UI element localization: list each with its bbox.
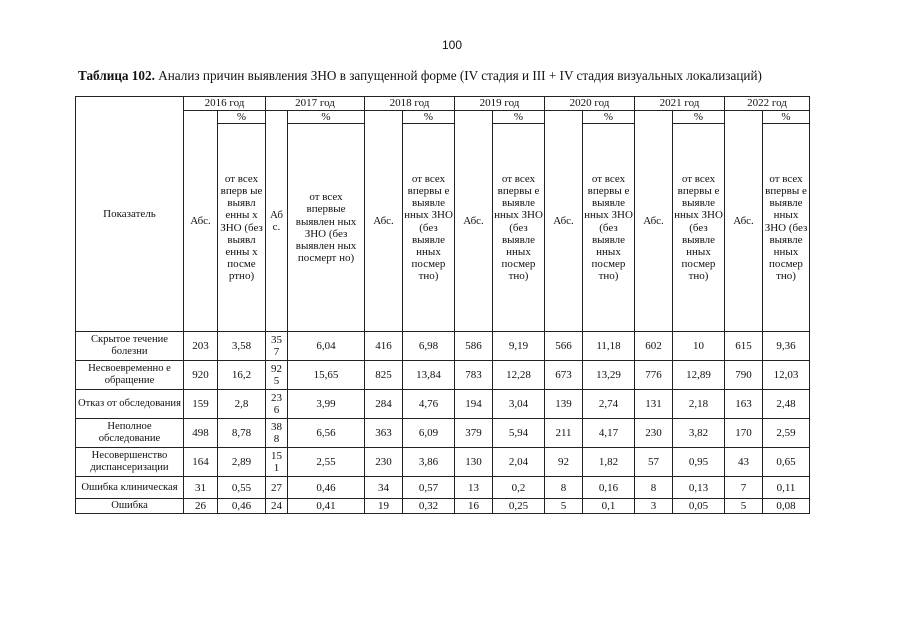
table-cell: 2,48 bbox=[763, 390, 810, 419]
abs-header: Абс. bbox=[365, 111, 403, 332]
table-cell: 0,05 bbox=[673, 499, 725, 514]
abs-header: Абс. bbox=[455, 111, 493, 332]
table-cell: 0,65 bbox=[763, 448, 810, 477]
table-caption bbox=[78, 68, 878, 84]
table-cell: 13,29 bbox=[583, 361, 635, 390]
table-cell: 602 bbox=[635, 332, 673, 361]
table-header bbox=[76, 97, 810, 332]
table-cell: 3,58 bbox=[218, 332, 266, 361]
table-cell: 284 bbox=[365, 390, 403, 419]
table-cell: 0,11 bbox=[763, 477, 810, 499]
table-cell: 0,32 bbox=[403, 499, 455, 514]
table-cell: 615 bbox=[725, 332, 763, 361]
table-cell: 139 bbox=[545, 390, 583, 419]
year-header: 2016 год bbox=[184, 97, 266, 111]
table-cell: 4,17 bbox=[583, 419, 635, 448]
table-cell: 9,19 bbox=[493, 332, 545, 361]
table-cell: 0,41 bbox=[288, 499, 365, 514]
table-cell: 131 bbox=[635, 390, 673, 419]
table-cell: 16 bbox=[455, 499, 493, 514]
year-header: 2021 год bbox=[635, 97, 725, 111]
table-cell: 2,55 bbox=[288, 448, 365, 477]
table-cell: 57 bbox=[635, 448, 673, 477]
table-row bbox=[76, 332, 810, 361]
table-cell: 130 bbox=[455, 448, 493, 477]
table-cell: 92 bbox=[545, 448, 583, 477]
abs-header: Абс. bbox=[725, 111, 763, 332]
table-cell: 0,46 bbox=[288, 477, 365, 499]
table-cell: 776 bbox=[635, 361, 673, 390]
row-label: Ошибка клиническая bbox=[76, 477, 184, 499]
table-cell: 10 bbox=[673, 332, 725, 361]
table-cell: 15,65 bbox=[288, 361, 365, 390]
table-cell: 7 bbox=[725, 477, 763, 499]
header-row-units bbox=[76, 111, 810, 124]
table-cell: 26 bbox=[184, 499, 218, 514]
table-cell: 1,82 bbox=[583, 448, 635, 477]
table-cell: 0,95 bbox=[673, 448, 725, 477]
table-cell: 24 bbox=[266, 499, 288, 514]
table-cell: 6,56 bbox=[288, 419, 365, 448]
table-cell: 4,76 bbox=[403, 390, 455, 419]
table-cell: 2,8 bbox=[218, 390, 266, 419]
table-cell: 19 bbox=[365, 499, 403, 514]
percent-header: % bbox=[218, 111, 266, 124]
table-cell: 3,04 bbox=[493, 390, 545, 419]
table-cell: 5 bbox=[545, 499, 583, 514]
table-cell: 12,28 bbox=[493, 361, 545, 390]
table-cell: 159 bbox=[184, 390, 218, 419]
table-caption-label: Таблица 102. bbox=[78, 68, 155, 83]
year-header: 2017 год bbox=[266, 97, 365, 111]
percent-description: от всех впервы е выявле нных ЗНО (без выявле нных посмер тно) bbox=[403, 124, 455, 332]
year-header: 2018 год bbox=[365, 97, 455, 111]
table-cell: 3,82 bbox=[673, 419, 725, 448]
table-cell: 27 bbox=[266, 477, 288, 499]
table-cell: 92 5 bbox=[266, 361, 288, 390]
table-cell: 498 bbox=[184, 419, 218, 448]
table-cell: 0,46 bbox=[218, 499, 266, 514]
table-cell: 38 8 bbox=[266, 419, 288, 448]
year-header: 2019 год bbox=[455, 97, 545, 111]
table-cell: 0,16 bbox=[583, 477, 635, 499]
table-cell: 920 bbox=[184, 361, 218, 390]
row-label: Несвоевременно е обращение bbox=[76, 361, 184, 390]
table-cell: 8 bbox=[635, 477, 673, 499]
table-cell: 363 bbox=[365, 419, 403, 448]
table-cell: 5 bbox=[725, 499, 763, 514]
table-cell: 230 bbox=[365, 448, 403, 477]
table-cell: 790 bbox=[725, 361, 763, 390]
table-cell: 230 bbox=[635, 419, 673, 448]
table-cell: 3 bbox=[635, 499, 673, 514]
percent-header: % bbox=[673, 111, 725, 124]
table-row bbox=[76, 499, 810, 514]
table-cell: 2,89 bbox=[218, 448, 266, 477]
table-cell: 35 7 bbox=[266, 332, 288, 361]
table-cell: 13,84 bbox=[403, 361, 455, 390]
table-cell: 31 bbox=[184, 477, 218, 499]
row-label: Неполное обследование bbox=[76, 419, 184, 448]
percent-header: % bbox=[403, 111, 455, 124]
table-cell: 0,25 bbox=[493, 499, 545, 514]
percent-header: % bbox=[763, 111, 810, 124]
percent-description: от всех впервы е выявле нных ЗНО (без выявле нных посмер тно) bbox=[583, 124, 635, 332]
table-cell: 15 1 bbox=[266, 448, 288, 477]
table-cell: 0,13 bbox=[673, 477, 725, 499]
table-cell: 416 bbox=[365, 332, 403, 361]
row-label: Ошибка bbox=[76, 499, 184, 514]
table-row bbox=[76, 390, 810, 419]
table-row bbox=[76, 477, 810, 499]
table-cell: 0,1 bbox=[583, 499, 635, 514]
table-cell: 5,94 bbox=[493, 419, 545, 448]
table-cell: 2,59 bbox=[763, 419, 810, 448]
table-row bbox=[76, 361, 810, 390]
table-cell: 8 bbox=[545, 477, 583, 499]
table-cell: 6,98 bbox=[403, 332, 455, 361]
table-cell: 783 bbox=[455, 361, 493, 390]
table-cell: 566 bbox=[545, 332, 583, 361]
table-cell: 16,2 bbox=[218, 361, 266, 390]
abs-header: Абс. bbox=[184, 111, 218, 332]
row-label: Несовершенство диспансеризации bbox=[76, 448, 184, 477]
table-cell: 13 bbox=[455, 477, 493, 499]
abs-header: Абс. bbox=[635, 111, 673, 332]
percent-description: от всех впервы е выявле нных ЗНО (без выявле нных посмер тно) bbox=[763, 124, 810, 332]
table-cell: 164 bbox=[184, 448, 218, 477]
table-cell: 43 bbox=[725, 448, 763, 477]
percent-description: от всех впервы е выявле нных ЗНО (без выявле нных посмер тно) bbox=[493, 124, 545, 332]
table-cell: 23 6 bbox=[266, 390, 288, 419]
table-body bbox=[76, 332, 810, 514]
percent-description: от всех впервые выявлен ных ЗНО (без выявлен ных посмерт но) bbox=[288, 124, 365, 332]
table-cell: 379 bbox=[455, 419, 493, 448]
percent-header: % bbox=[288, 111, 365, 124]
table-row bbox=[76, 448, 810, 477]
abs-header: Абс. bbox=[545, 111, 583, 332]
row-label: Скрытое течение болезни bbox=[76, 332, 184, 361]
table-cell: 3,99 bbox=[288, 390, 365, 419]
abs-header: Аб с. bbox=[266, 111, 288, 332]
table-row bbox=[76, 419, 810, 448]
table-cell: 0,08 bbox=[763, 499, 810, 514]
table-cell: 2,74 bbox=[583, 390, 635, 419]
percent-description: от всех вперв ые выявл енны х ЗНО (без выявл енны х посме ртно) bbox=[218, 124, 266, 332]
table-cell: 0,55 bbox=[218, 477, 266, 499]
table-cell: 34 bbox=[365, 477, 403, 499]
percent-description: от всех впервы е выявле нных ЗНО (без выявле нных посмер тно) bbox=[673, 124, 725, 332]
table-cell: 3,86 bbox=[403, 448, 455, 477]
table-cell: 12,89 bbox=[673, 361, 725, 390]
table-cell: 2,18 bbox=[673, 390, 725, 419]
table-cell: 2,04 bbox=[493, 448, 545, 477]
row-header: Показатель bbox=[76, 97, 184, 332]
table-cell: 11,18 bbox=[583, 332, 635, 361]
table-cell: 203 bbox=[184, 332, 218, 361]
table-cell: 12,03 bbox=[763, 361, 810, 390]
table-cell: 0,2 bbox=[493, 477, 545, 499]
table-caption-text: Анализ причин выявления ЗНО в запущенной форме (IV стадия и III + IV стадия визуальных локализаций) bbox=[154, 68, 762, 83]
table-cell: 0,57 bbox=[403, 477, 455, 499]
page-number: 100 bbox=[441, 38, 463, 52]
year-header: 2022 год bbox=[725, 97, 810, 111]
table-cell: 6,04 bbox=[288, 332, 365, 361]
table-cell: 673 bbox=[545, 361, 583, 390]
table-cell: 8,78 bbox=[218, 419, 266, 448]
percent-header: % bbox=[583, 111, 635, 124]
percent-header: % bbox=[493, 111, 545, 124]
year-header: 2020 год bbox=[545, 97, 635, 111]
table-cell: 586 bbox=[455, 332, 493, 361]
table-cell: 825 bbox=[365, 361, 403, 390]
table-cell: 9,36 bbox=[763, 332, 810, 361]
header-row-years bbox=[76, 97, 810, 111]
data-table bbox=[75, 96, 810, 514]
table-cell: 194 bbox=[455, 390, 493, 419]
table-cell: 163 bbox=[725, 390, 763, 419]
table-cell: 170 bbox=[725, 419, 763, 448]
table-cell: 6,09 bbox=[403, 419, 455, 448]
table-cell: 211 bbox=[545, 419, 583, 448]
row-label: Отказ от обследования bbox=[76, 390, 184, 419]
